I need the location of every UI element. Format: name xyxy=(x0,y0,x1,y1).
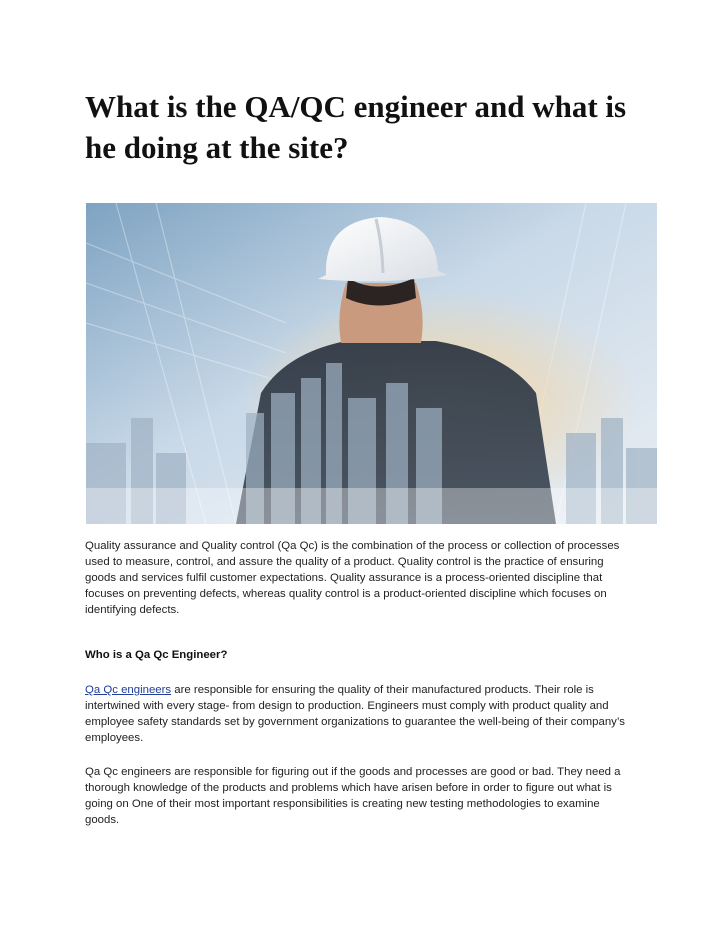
hero-image xyxy=(86,203,657,524)
intro-paragraph: Quality assurance and Quality control (Qa Qc) is the combination of the process or collection of processes used to measure, control, and assure the quality of a product. Quality control is the practice of ensuring goods and services fulfil customer expectations. Quality assurance is a process-oriented discipline that focuses on preventing defects, whereas quality control is a product-oriented discipline which focuses on identifying defects. xyxy=(85,540,620,616)
paragraph-qaqc-role xyxy=(85,682,635,746)
paragraph-qaqc-role-text: are responsible for ensuring the quality of their manufactured products. Their role is intertwined with every stage- from design to production. Engineers must comply with product quality and employee safety standards set by government organizations to guarantee the well-being of their company’s employees. xyxy=(85,684,625,744)
section-heading: Who is a Qa Qc Engineer? xyxy=(85,649,228,661)
article-title: What is the QA/QC engineer and what is he doing at the site? xyxy=(85,89,627,165)
qa-qc-engineers-link[interactable]: Qa Qc engineers xyxy=(85,684,172,696)
paragraph-qaqc-responsibilities: Qa Qc engineers are responsible for figuring out if the goods and processes are good or bad. They need a thorough knowledge of the products and problems which have arisen before in order to figure out what is going on One of their most important responsibilities is creating new testing methodologies to examine goods. xyxy=(85,766,621,826)
